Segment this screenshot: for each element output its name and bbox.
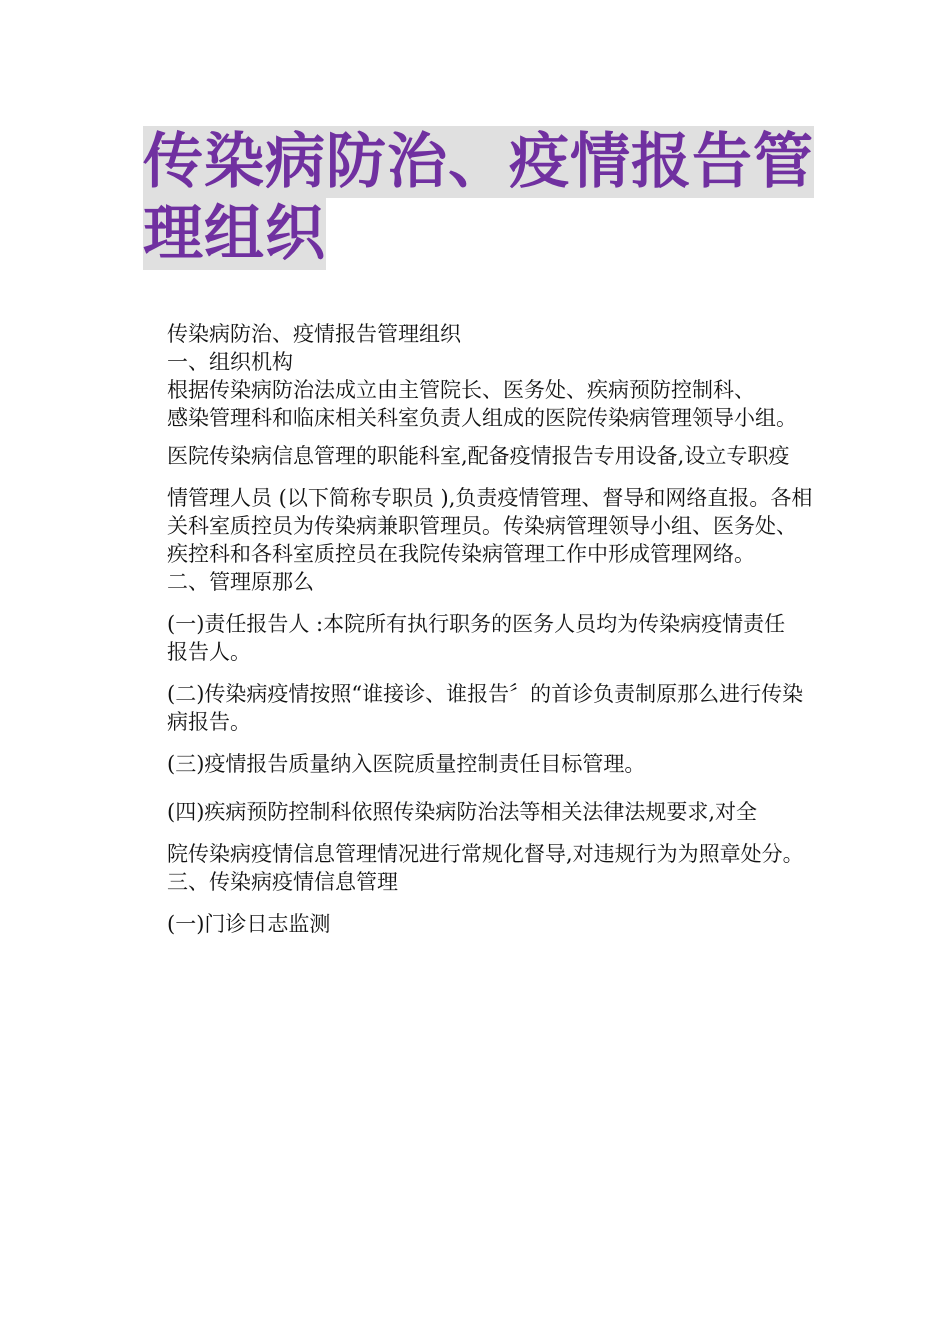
body-paragraph: 疾控科和各科室质控员在我院传染病管理工作中形成管理网络。	[167, 542, 755, 566]
body-paragraph: 医院传染病信息管理的职能科室,配备疫情报告专用设备,设立专职疫	[167, 444, 790, 468]
body-paragraph: 情管理人员 (以下简称专职员 ),负责疫情管理、督导和网络直报。各相	[167, 486, 813, 510]
body-paragraph: 报告人。	[167, 640, 251, 664]
title-line-1: 传染病防治、疫情报告管	[143, 127, 814, 197]
body-paragraph: 关科室质控员为传染病兼职管理员。传染病管理领导小组、医务处、	[167, 514, 797, 538]
body-paragraph: (二)传染病疫情按照“谁接诊、谁报告〞的首诊负责制原那么进行传染	[167, 682, 804, 706]
body-paragraph: (四)疾病预防控制科依照传染病防治法等相关法律法规要求,对全	[167, 800, 758, 824]
body-paragraph: 感染管理科和临床相关科室负责人组成的医院传染病管理领导小组。	[167, 406, 797, 430]
document-body	[143, 320, 813, 938]
body-paragraph: 根据传染病防治法成立由主管院长、医务处、疾病预防控制科、	[167, 378, 755, 402]
document-title	[143, 126, 814, 270]
subsection-heading: (一)门诊日志监测	[167, 912, 331, 936]
section-heading-1: 一、组织机构	[167, 350, 293, 374]
body-paragraph: 院传染病疫情信息管理情况进行常规化督导,对违规行为为照章处分。	[167, 842, 804, 866]
body-paragraph: 病报告。	[167, 710, 251, 734]
subtitle-paragraph: 传染病防治、疫情报告管理组织	[167, 322, 461, 346]
section-heading-3: 三、传染病疫情信息管理	[167, 870, 398, 894]
body-paragraph: (一)责任报告人 :本院所有执行职务的医务人员均为传染病疫情责任	[167, 612, 786, 636]
body-paragraph: (三)疫情报告质量纳入医院质量控制责任目标管理。	[167, 752, 646, 776]
title-line-2: 理组织	[143, 199, 326, 269]
section-heading-2: 二、管理原那么	[167, 570, 314, 594]
